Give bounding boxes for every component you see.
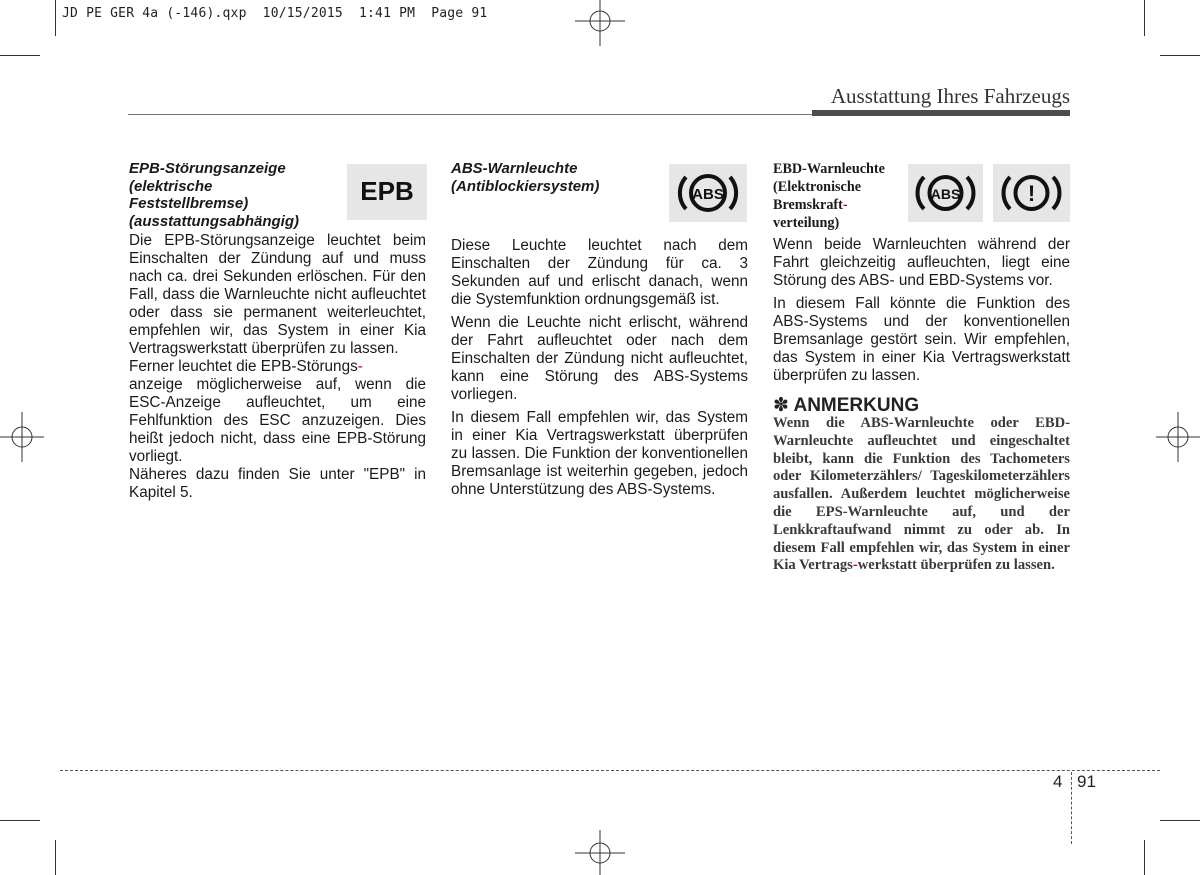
crop-mark [1160, 55, 1200, 56]
hyphen-mark: - [357, 358, 363, 375]
epb-paragraph-3: Näheres dazu finden Sie unter "EPB" in Kapitel 5. [129, 466, 426, 501]
ebd-heading-line: EBD-Warnleuchte [773, 161, 885, 177]
crop-mark [1160, 820, 1200, 821]
column-ebd [773, 160, 1070, 575]
abs-warning-icon-small [908, 164, 983, 222]
note-body-part: werkstatt überprüfen zu lassen. [857, 557, 1055, 574]
footer-dashed-divider [1071, 772, 1072, 844]
abs-icon-label: ABS [692, 186, 724, 203]
hyphen-mark: - [842, 197, 848, 213]
epb-paragraph-1: Die EPB-Störungsanzeige leuchtet beim Einschalten der Zündung auf und muss nach ca. drei Sekunden erlöschen. Für den Fall, dass die Warnleuchte nicht aufleuchtet oder dass sie permanent weiterleuchtet, empfehlen wir, das System in einer Kia Vertragswerkstatt überprüfen zu lassen. [129, 232, 426, 357]
hyphen-mark: - [852, 557, 858, 574]
epb-heading-line: (ausstattungsabhängig) [129, 212, 300, 230]
registration-mark-left [0, 412, 44, 462]
crop-mark [55, 0, 56, 36]
header-rule [128, 114, 812, 115]
abs-icon-label: ABS [930, 186, 961, 202]
chapter-number: 4 [1053, 772, 1063, 791]
epb-heading-line: (elektrische [129, 177, 213, 195]
epb-heading-line: Feststellbremse) [129, 195, 249, 212]
crop-mark [0, 820, 40, 821]
abs-paragraph-3: In diesem Fall empfehlen wir, das System in einer Kia Vertragswerkstatt überprüfen zu lassen. Die Funktion der konventionellen Bremsanlage ist weiterhin gegeben, jedoch ohne Unterstützung des ABS-Systems. [451, 409, 748, 498]
exclamation-icon-label: ! [1027, 181, 1036, 206]
abs-heading-line: (Antiblockiersystem) [451, 177, 600, 195]
crop-mark [0, 55, 40, 56]
print-slug-header: JD PE GER 4a (-146).qxp 10/15/2015 1:41 PM Page 91 [62, 6, 488, 21]
ebd-heading-line: (Elektronische [773, 179, 862, 195]
note-body [773, 415, 1070, 575]
crop-mark [1144, 840, 1145, 875]
epb-warning-icon [347, 164, 427, 220]
note-body-part: Wenn die ABS-Warnleuchte oder EBD-Warnleuchte aufleuchtet und eingeschaltet bleibt, kann die Funktion des Tachometers oder Kilometerzählers/ Tageskilometerzählers ausfallen. Außerdem leuchtet möglicherweise die EPS-Warnleuchte auf, und der Lenkkraftaufwand nimmt zu oder ab. In diesem Fall empfehlen wir, das System in einer Kia Vertrags [773, 415, 1070, 574]
header-rule-bar [812, 110, 1070, 116]
registration-mark-top [575, 0, 625, 46]
epb-paragraph-2-part: Ferner leuchtet die EPB-Störungs [129, 358, 358, 375]
abs-paragraph-1: Diese Leuchte leuchtet nach dem Einschalten der Zündung für ca. 3 Sekunden auf und erlischt danach, wenn die Systemfunktion ordnungsgemäß ist. [451, 237, 748, 308]
footer-dashed-rule [60, 770, 1160, 771]
brake-warning-icon [993, 164, 1070, 222]
crop-mark [1144, 0, 1145, 36]
epb-icon-label: EPB [360, 176, 414, 206]
page-number: 91 [1077, 772, 1096, 791]
note-title: ✽ ANMERKUNG [773, 395, 920, 416]
epb-paragraph-2-part: anzeige möglicherweise auf, wenn die ESC-Anzeige aufleuchtet, um eine Fehlfunktion des ESC anzuzeigen. Dies heißt jedoch nicht, dass eine EPB-Störung vorliegt. [129, 376, 426, 465]
registration-mark-right [1156, 412, 1200, 462]
epb-heading-line: EPB-Störungsanzeige [129, 160, 286, 177]
ebd-paragraph-1: Wenn beide Warnleuchten während der Fahrt gleichzeitig aufleuchten, liegt eine Störung des ABS- und EBD-Systems vor. [773, 236, 1070, 289]
registration-mark-bottom [575, 830, 625, 875]
ebd-heading-line: verteilung) [773, 215, 840, 231]
epb-paragraph-2 [129, 358, 426, 466]
section-title: Ausstattung Ihres Fahrzeugs [830, 84, 1070, 108]
abs-paragraph-2: Wenn die Leuchte nicht erlischt, während der Fahrt aufleuchtet oder nach dem Einschalten der Zündung nicht aufleuchtet, kann eine Störung des ABS-Systems vorliegen. [451, 314, 748, 403]
abs-heading-line: ABS-Warnleuchte [451, 160, 578, 177]
crop-mark [55, 840, 56, 875]
ebd-paragraph-2: In diesem Fall könnte die Funktion des ABS-Systems und der konventionellen Bremsanlage gestört sein. Wir empfehlen, das System in einer Kia Vertragswerkstatt überprüfen zu lassen. [773, 295, 1070, 384]
abs-warning-icon [669, 164, 747, 222]
ebd-heading-part: Bremskraft [773, 197, 843, 213]
